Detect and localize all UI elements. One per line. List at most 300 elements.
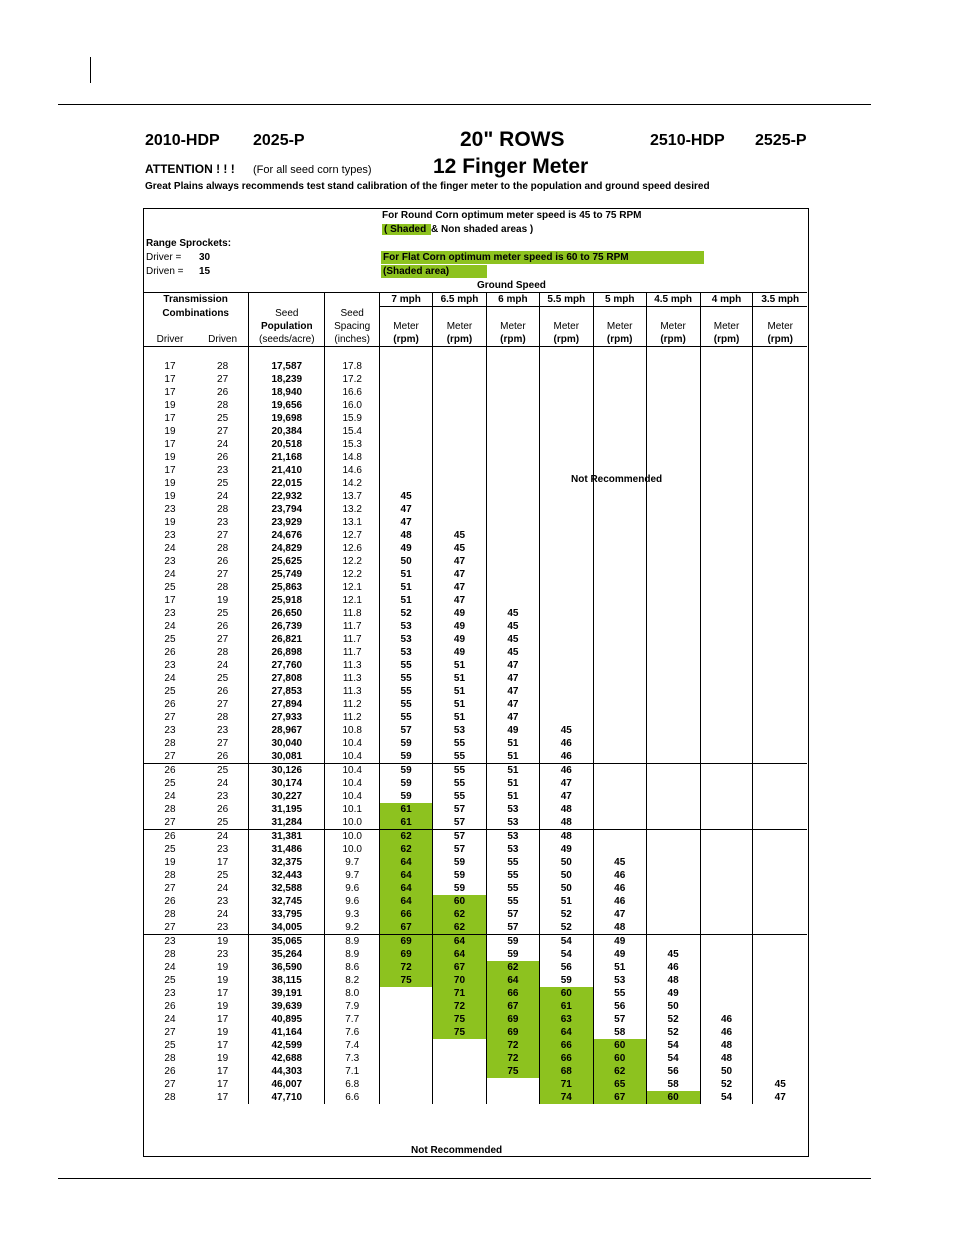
rpm-cell [646, 529, 700, 542]
rpm-cell [380, 1026, 433, 1039]
rpm-cell [539, 633, 593, 646]
rpm-cell [433, 360, 487, 373]
driven-cell: 17 [217, 1014, 229, 1025]
speed-5: 5 mph [593, 293, 646, 307]
rpm-cell [753, 477, 807, 490]
rpm-cell [539, 438, 593, 451]
rpm-cell: 56 [646, 1065, 700, 1078]
population-cell: 32,745 [249, 895, 325, 908]
driver-cell: 24 [164, 673, 176, 684]
rpm-cell [646, 555, 700, 568]
rpm-cell [539, 490, 593, 503]
table-row [143, 750, 807, 764]
rpm-cell [593, 373, 646, 386]
driven-cell: 23 [217, 949, 229, 960]
rpm-cell [753, 373, 807, 386]
rpm-cell [700, 882, 753, 895]
table-row [143, 412, 807, 425]
rpm-cell [593, 750, 646, 764]
driven-value: 15 [199, 266, 211, 277]
rpm-cell: 72 [433, 1000, 487, 1013]
rpm-cell [593, 516, 646, 529]
rpm-cell: 68 [539, 1065, 593, 1078]
population-cell: 28,967 [249, 724, 325, 737]
driver-cell: 25 [164, 686, 176, 697]
population-cell: 38,115 [249, 974, 325, 987]
rpm-cell [539, 555, 593, 568]
table-row [143, 555, 807, 568]
rpm-cell: 56 [593, 1000, 646, 1013]
rpm-cell [700, 895, 753, 908]
rpm-cell [593, 790, 646, 803]
driven-cell: 23 [217, 791, 229, 802]
rpm-cell [753, 1039, 807, 1052]
rpm-cell [433, 399, 487, 412]
spacing-cell: 14.6 [325, 464, 380, 477]
shaded-legend: ( Shaded [384, 224, 430, 235]
spacing-cell: 13.7 [325, 490, 380, 503]
rpm-cell [753, 882, 807, 895]
table-row [143, 685, 807, 698]
table-row [143, 790, 807, 803]
rpm-cell [646, 399, 700, 412]
rpm-cell [700, 711, 753, 724]
rpm-cell [753, 581, 807, 594]
spacing-cell: 12.1 [325, 581, 380, 594]
rpm-cell [700, 373, 753, 386]
attention-label: ATTENTION ! ! ! [145, 162, 235, 176]
rpm-cell: 59 [380, 737, 433, 750]
rpm-cell [700, 607, 753, 620]
population-cell: 26,821 [249, 633, 325, 646]
rpm-cell [700, 399, 753, 412]
rpm-cell [753, 948, 807, 961]
rpm-cell [593, 843, 646, 856]
population-cell: 30,227 [249, 790, 325, 803]
driver-cell: 25 [164, 1040, 176, 1051]
rpm-cell [646, 672, 700, 685]
driver-cell: 19 [164, 491, 176, 502]
driver-cell: 23 [164, 530, 176, 541]
table-row [143, 373, 807, 386]
table-row [143, 620, 807, 633]
rpm-cell [593, 620, 646, 633]
rpm-cell [646, 646, 700, 659]
driver-cell: 28 [164, 870, 176, 881]
rpm-cell [539, 373, 593, 386]
table-row [143, 1052, 807, 1065]
table-row [143, 908, 807, 921]
rpm-cell: 51 [486, 737, 539, 750]
rpm-cell [753, 425, 807, 438]
population-cell: 39,191 [249, 987, 325, 1000]
rpm-cell: 52 [380, 607, 433, 620]
rpm-cell [700, 737, 753, 750]
driver-cell: 27 [143, 921, 197, 935]
population-cell: 20,518 [249, 438, 325, 451]
rpm-cell [700, 935, 753, 949]
rpm-cell: 45 [646, 948, 700, 961]
population-cell: 19,698 [249, 412, 325, 425]
rpm-cell [486, 399, 539, 412]
model-right-2: 2525-P [755, 132, 807, 149]
rpm-cell: 59 [380, 750, 433, 764]
rpm-cell [700, 490, 753, 503]
driver-cell: 24 [164, 543, 176, 554]
table-row [143, 803, 807, 816]
population-cell: 25,863 [249, 581, 325, 594]
rpm-cell: 49 [380, 542, 433, 555]
combinations-header: Combinations [162, 307, 229, 319]
rpm-cell: 60 [433, 895, 487, 908]
rpm-cell: 47 [593, 908, 646, 921]
rpm-cell: 64 [380, 869, 433, 882]
table-row [143, 777, 807, 790]
rpm-cell [380, 438, 433, 451]
speed-4: 4 mph [700, 293, 753, 307]
spacing-cell: 9.7 [325, 869, 380, 882]
population-cell: 21,410 [249, 464, 325, 477]
driver-cell: 26 [164, 1001, 176, 1012]
top-rule [58, 104, 871, 105]
driver-cell: 27 [143, 750, 197, 764]
rpm-cell: 53 [433, 724, 487, 737]
rpm-cell [753, 698, 807, 711]
driven-cell: 17 [217, 1092, 229, 1103]
rpm-cell: 49 [593, 948, 646, 961]
rpm-cell: 51 [486, 790, 539, 803]
rpm-cell: 75 [380, 974, 433, 987]
rpm-cell [539, 698, 593, 711]
driver-cell: 27 [164, 883, 176, 894]
rpm-cell: 55 [380, 685, 433, 698]
driver-cell: 19 [164, 478, 176, 489]
meter-header: Meter [700, 320, 753, 333]
driver-cell: 26 [164, 647, 176, 658]
population-cell: 47,710 [249, 1091, 325, 1104]
rpm-cell: 50 [646, 1000, 700, 1013]
rpm-cell [753, 360, 807, 373]
rpm-cell: 59 [380, 764, 433, 778]
rpm-cell [380, 1065, 433, 1078]
rpm-cell [646, 607, 700, 620]
rpm-cell: 45 [486, 633, 539, 646]
rpm-cell [753, 555, 807, 568]
spacing-cell: 7.9 [325, 1000, 380, 1013]
driven-cell: 26 [217, 387, 229, 398]
rpm-cell [380, 1091, 433, 1104]
table-row [143, 477, 807, 490]
table-row [143, 425, 807, 438]
spacing-cell: 14.2 [325, 477, 380, 490]
driver-cell: 23 [164, 556, 176, 567]
rpm-cell [593, 386, 646, 399]
spacing-cell: 15.3 [325, 438, 380, 451]
driven-cell: 24 [217, 831, 229, 842]
driver-value: 30 [199, 252, 211, 263]
rpm-cell: 60 [593, 1052, 646, 1065]
rpm-cell [539, 646, 593, 659]
population-cell: 46,007 [249, 1078, 325, 1091]
spacing-cell: 14.8 [325, 451, 380, 464]
rpm-cell [753, 777, 807, 790]
rpm-cell: 55 [380, 711, 433, 724]
rpm-cell [700, 908, 753, 921]
driver-cell: 26 [164, 1066, 176, 1077]
population-cell: 35,264 [249, 948, 325, 961]
rpm-cell: 56 [539, 961, 593, 974]
rpm-cell: 62 [433, 908, 487, 921]
rpm-cell: 71 [433, 987, 487, 1000]
rpm-cell [593, 646, 646, 659]
rpm-cell [646, 360, 700, 373]
table-row [143, 882, 807, 895]
driven-cell: 25 [217, 478, 229, 489]
rpm-cell: 45 [486, 620, 539, 633]
driven-cell: 24 [217, 491, 229, 502]
meter-header: Meter [646, 320, 700, 333]
rpm-unit: (rpm) [593, 333, 646, 347]
driver-cell: 23 [164, 936, 176, 947]
driven-cell: 28 [217, 712, 229, 723]
rpm-cell [593, 737, 646, 750]
rpm-cell: 48 [539, 803, 593, 816]
rpm-cell [753, 607, 807, 620]
driven-cell: 23 [217, 896, 229, 907]
population-cell: 27,853 [249, 685, 325, 698]
rpm-cell [593, 568, 646, 581]
rpm-cell: 47 [433, 581, 487, 594]
spacing-cell: 11.8 [325, 607, 380, 620]
rpm-cell: 64 [433, 935, 487, 949]
rpm-cell [753, 803, 807, 816]
table-row [143, 542, 807, 555]
spacing-cell: 9.6 [325, 882, 380, 895]
rpm-cell [593, 451, 646, 464]
table-row [143, 399, 807, 412]
population-cell: 32,375 [249, 856, 325, 869]
table-row [143, 503, 807, 516]
rpm-cell: 50 [380, 555, 433, 568]
rpm-cell: 64 [380, 856, 433, 869]
driven-cell: 28 [217, 647, 229, 658]
population-cell: 27,894 [249, 698, 325, 711]
rpm-cell [646, 882, 700, 895]
rpm-cell [486, 594, 539, 607]
rpm-cell [593, 764, 646, 778]
meter-header: Meter [486, 320, 539, 333]
rpm-cell [646, 843, 700, 856]
driven-cell: 24 [217, 909, 229, 920]
rpm-cell: 53 [380, 633, 433, 646]
rpm-cell [700, 594, 753, 607]
rpm-cell: 47 [539, 777, 593, 790]
rpm-cell: 55 [486, 856, 539, 869]
rpm-cell [700, 672, 753, 685]
rpm-cell: 60 [539, 987, 593, 1000]
driver-cell: 19 [164, 452, 176, 463]
rpm-cell [593, 490, 646, 503]
rpm-cell: 58 [646, 1078, 700, 1091]
flat-corn-shaded-note: (Shaded area) [381, 265, 487, 278]
rpm-cell [646, 685, 700, 698]
driven-cell: 27 [217, 426, 229, 437]
rpm-cell [539, 607, 593, 620]
rpm-cell [593, 412, 646, 425]
rpm-cell [700, 816, 753, 830]
rpm-cell [380, 412, 433, 425]
rpm-cell [700, 987, 753, 1000]
driver-cell: 26 [164, 831, 176, 842]
rpm-cell: 48 [593, 921, 646, 935]
driven-cell: 17 [217, 988, 229, 999]
driver-cell: 17 [164, 413, 176, 424]
table-row [143, 724, 807, 737]
rpm-cell [433, 1091, 487, 1104]
rpm-cell: 55 [380, 659, 433, 672]
rpm-cell: 66 [380, 908, 433, 921]
table-row [143, 1078, 807, 1091]
rpm-unit: (rpm) [486, 333, 539, 347]
rpm-cell [539, 594, 593, 607]
rpm-unit: (rpm) [646, 333, 700, 347]
spacing-cell: 12.2 [325, 555, 380, 568]
rpm-cell [593, 425, 646, 438]
population-cell: 23,794 [249, 503, 325, 516]
driven-cell: 23 [217, 844, 229, 855]
driven-cell: 19 [217, 595, 229, 606]
rpm-cell: 72 [486, 1039, 539, 1052]
rpm-cell: 48 [539, 830, 593, 844]
driver-cell: 26 [164, 765, 176, 776]
meter-header: Meter [433, 320, 487, 333]
spacing-cell: 11.3 [325, 659, 380, 672]
rpm-cell: 53 [486, 830, 539, 844]
rpm-cell [646, 724, 700, 737]
rpm-cell [753, 908, 807, 921]
rpm-cell: 47 [486, 659, 539, 672]
rpm-cell [646, 568, 700, 581]
rpm-cell: 74 [539, 1091, 593, 1104]
rpm-cell [593, 659, 646, 672]
table-row [143, 1065, 807, 1078]
rpm-cell [380, 373, 433, 386]
rpm-cell: 67 [380, 921, 433, 935]
rpm-cell [539, 360, 593, 373]
rpm-cell [593, 830, 646, 844]
rpm-cell [700, 503, 753, 516]
table-row [143, 698, 807, 711]
population-cell: 18,239 [249, 373, 325, 386]
rpm-cell [646, 935, 700, 949]
table-row [143, 490, 807, 503]
rpm-cell: 54 [646, 1052, 700, 1065]
rpm-cell: 57 [593, 1013, 646, 1026]
rpm-cell: 47 [486, 698, 539, 711]
rpm-cell: 47 [539, 790, 593, 803]
spacing-cell: 9.6 [325, 895, 380, 908]
spacing-cell: 11.2 [325, 711, 380, 724]
rpm-cell: 46 [700, 1026, 753, 1039]
rpm-cell [646, 698, 700, 711]
rpm-cell [593, 803, 646, 816]
rpm-cell [593, 711, 646, 724]
spacing-cell: 10.4 [325, 777, 380, 790]
rpm-cell [753, 750, 807, 764]
spacing-cell: 10.4 [325, 750, 380, 764]
driven-col-header: Driven [197, 333, 249, 347]
driven-cell: 27 [217, 699, 229, 710]
population-cell: 17,587 [249, 360, 325, 373]
population-cell: 30,126 [249, 764, 325, 778]
population-cell: 44,303 [249, 1065, 325, 1078]
table-row [143, 948, 807, 961]
rpm-cell [646, 737, 700, 750]
rpm-cell [700, 568, 753, 581]
rpm-cell: 54 [539, 935, 593, 949]
rpm-cell [433, 516, 487, 529]
population-cell: 30,174 [249, 777, 325, 790]
rpm-cell: 62 [433, 921, 487, 935]
population-cell: 26,898 [249, 646, 325, 659]
rpm-cell: 51 [380, 568, 433, 581]
table-row [143, 1000, 807, 1013]
driven-cell: 27 [217, 374, 229, 385]
rpm-cell [646, 803, 700, 816]
rpm-cell [539, 685, 593, 698]
rpm-cell: 47 [753, 1091, 807, 1104]
rpm-cell [753, 464, 807, 477]
table-row [143, 529, 807, 542]
rpm-cell: 47 [433, 594, 487, 607]
rpm-cell: 50 [700, 1065, 753, 1078]
rpm-cell [700, 438, 753, 451]
spacing-cell: 17.2 [325, 373, 380, 386]
meter-header: Meter [593, 320, 646, 333]
rpm-cell: 49 [486, 724, 539, 737]
rpm-cell: 51 [433, 698, 487, 711]
spacing-cell: 10.4 [325, 737, 380, 750]
rpm-cell: 51 [433, 711, 487, 724]
spacing-cell: 12.7 [325, 529, 380, 542]
rpm-cell: 65 [593, 1078, 646, 1091]
spacing-cell: 15.9 [325, 412, 380, 425]
rpm-cell: 66 [539, 1052, 593, 1065]
driver-cell: 28 [164, 1092, 176, 1103]
rpm-cell [646, 594, 700, 607]
rpm-cell: 59 [433, 869, 487, 882]
rpm-cell [539, 412, 593, 425]
spacing-cell: 7.4 [325, 1039, 380, 1052]
rpm-cell [700, 412, 753, 425]
rpm-cell [753, 790, 807, 803]
spacing-unit: (inches) [325, 333, 380, 347]
rpm-cell: 55 [486, 895, 539, 908]
rpm-cell: 59 [486, 948, 539, 961]
rpm-cell [486, 412, 539, 425]
rpm-cell: 46 [593, 869, 646, 882]
rpm-cell: 49 [539, 843, 593, 856]
rpm-cell [539, 425, 593, 438]
table-row [143, 464, 807, 477]
rpm-cell: 47 [433, 568, 487, 581]
rpm-cell: 64 [539, 1026, 593, 1039]
spacing-cell: 9.3 [325, 908, 380, 921]
spacing-cell: 16.6 [325, 386, 380, 399]
driven-cell: 17 [217, 1040, 229, 1051]
driver-cell: 23 [164, 660, 176, 671]
spacing-cell: 10.4 [325, 764, 380, 778]
